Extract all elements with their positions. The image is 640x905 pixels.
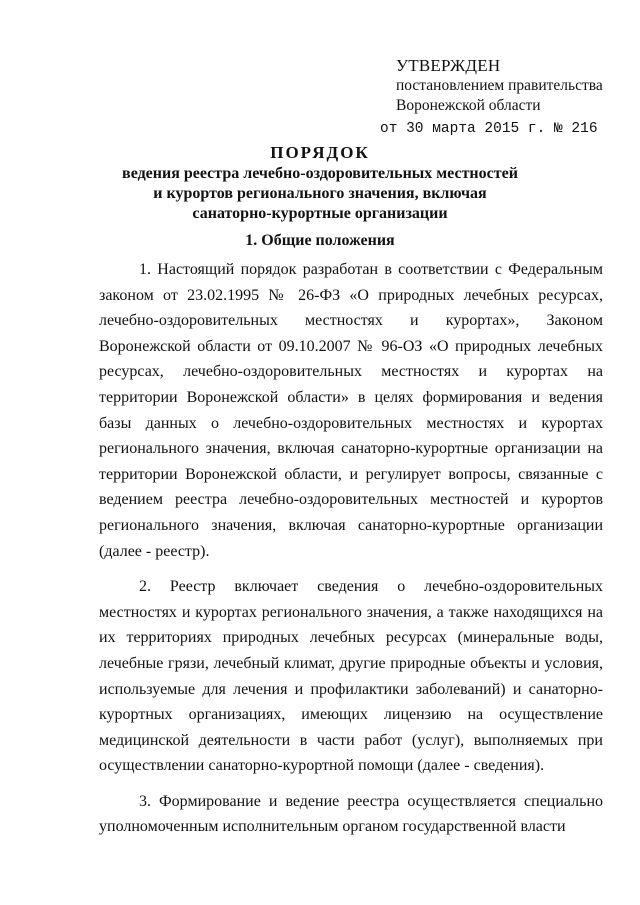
- approval-date-number: от 30 марта 2015 г. № 216: [380, 121, 598, 137]
- approval-block: [380, 56, 620, 139]
- title-line-2: и курортов регионального значения, включая: [153, 185, 487, 202]
- approval-region-line: Воронежской области: [396, 97, 541, 114]
- paragraph-2: 2. Реестр включает сведения о лечебно-оздоровительных местностях и курортах регионального значения, а также находящихся на их территориях природных лечебных ресурсах (минеральные воды, лечебные грязи, лечебный климат, другие природные объекты и условия, используемые для лечения и профилактики заболеваний) и санаторно-курортных организациях, имеющих лицензию на осуществление медицинской деятельности в части работ (услуг), выполняемых при осуществлении санаторно-курортной помощи (далее - сведения).: [99, 578, 603, 775]
- document-body: [99, 257, 603, 840]
- paragraph-3: 3. Формирование и ведение реестра осуществляется специально уполномоченным исполнительным органом государственной власти: [99, 792, 603, 836]
- title-line-1: ведения реестра лечебно-оздоровительных местностей: [122, 165, 518, 182]
- approval-stamp: УТВЕРЖДЕН: [396, 56, 501, 75]
- section-heading: 1. Общие положения: [245, 232, 395, 249]
- paragraph-1: 1. Настоящий порядок разработан в соответствии с Федеральным законом от 23.02.1995 № 26-ФЗ «О природных лечебных ресурсах, лечебно-оздоровительных местностях и курортах», Законом Воронежской области от 09.10.2007 № 96-ОЗ «О природных лечебных ресурсах, лечебно-оздоровительных местностях и курортах на территории Воронежской области» в целях формирования и ведения базы данных о лечебно-оздоровительных местностях и курортах регионального значения, включая санаторно-курортные организации на территории Воронежской области, и регулирует вопросы, связанные с ведением реестра лечебно-оздоровительных местностей и курортов регионального значения, включая санаторно-курортные организации (далее - реестр).: [99, 261, 603, 560]
- approval-resolution-line: постановлением правительства: [396, 77, 603, 94]
- title-main: ПОРЯДОК: [270, 143, 370, 162]
- document-title: [0, 142, 640, 224]
- title-line-3: санаторно-курортные организации: [192, 205, 448, 222]
